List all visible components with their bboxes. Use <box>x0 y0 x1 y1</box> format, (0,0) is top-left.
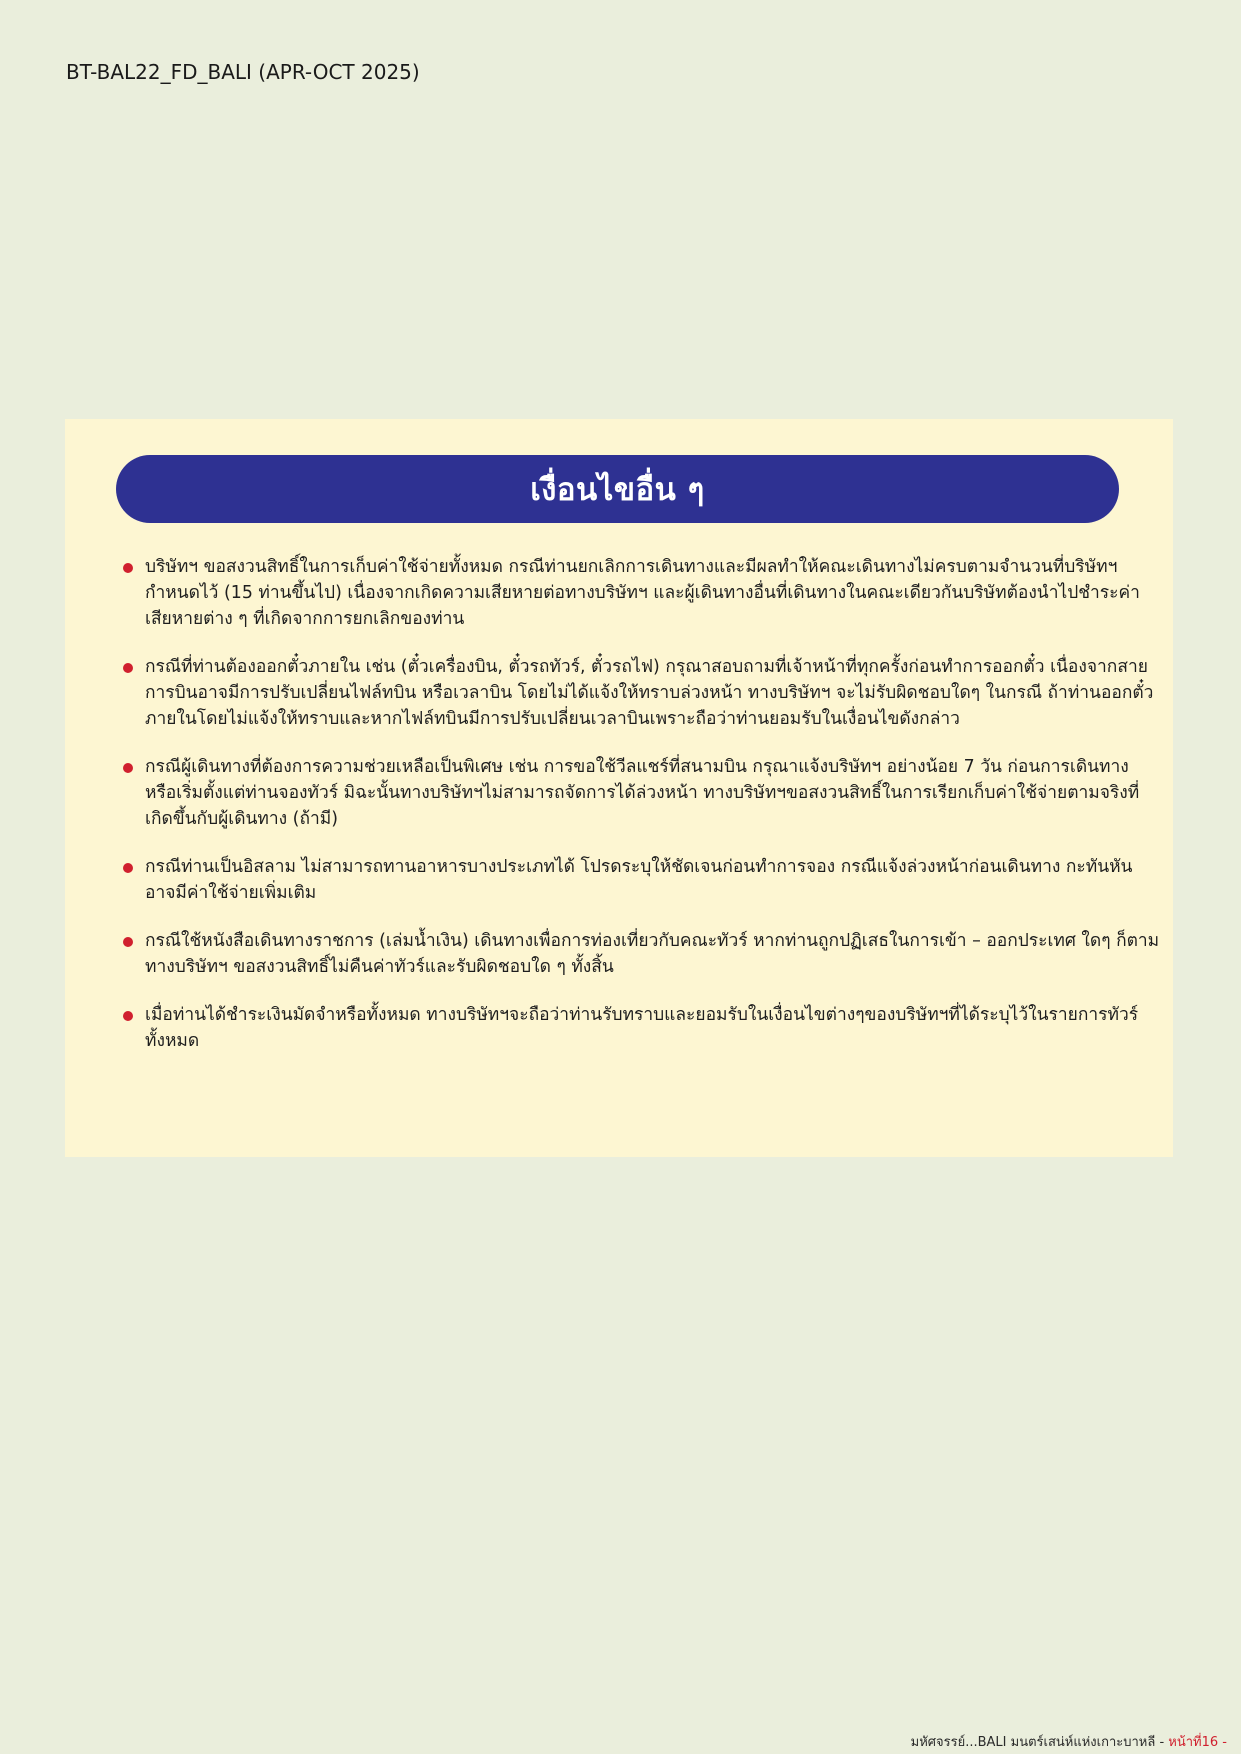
bullet-icon <box>123 937 133 947</box>
bullet-icon <box>123 763 133 773</box>
list-item <box>120 554 1160 632</box>
page-number: หน้าที่16 - <box>1168 1735 1227 1750</box>
footer-text: มหัศจรรย์...BALI มนตร์เสน่ห์แห่งเกาะบาหลี - <box>910 1735 1169 1750</box>
list-item <box>120 754 1160 832</box>
section-title: เงื่อนไขอื่น ๆ <box>530 472 705 508</box>
list-item <box>120 854 1160 906</box>
section-title-banner <box>116 455 1119 523</box>
conditions-list <box>120 554 1160 1076</box>
condition-text: เมื่อท่านได้ชำระเงินมัดจำหรือทั้งหมด ทางบริษัทฯจะถือว่าท่านรับทราบและยอมรับในเงื่อนไขต่างๆของบริษัทฯที่ได้ระบุไว้ในรายการทัวร์ทั้งหมด <box>145 1005 1139 1051</box>
condition-text: กรณีที่ท่านต้องออกตั๋วภายใน เช่น (ตั๋วเครื่องบิน, ตั๋วรถทัวร์, ตั๋วรถไฟ) กรุณาสอบถามที่เจ้าหน้าที่ทุกครั้งก่อนทำการออกตั๋ว เนื่องจากสายการบินอาจมีการปรับเปลี่ยนไฟล์ทบิน หรือเวลาบิน โดยไม่ได้แจ้งให้ทราบล่วงหน้า ทางบริษัทฯ จะไม่รับผิดชอบใดๆ ในกรณี ถ้าท่านออกตั๋วภายในโดยไม่แจ้งให้ทราบและหากไฟล์ทบินมีการปรับเปลี่ยนเวลาบินเพราะถือว่าท่านยอมรับในเงื่อนไขดังกล่าว <box>145 657 1154 729</box>
bullet-icon <box>123 1011 133 1021</box>
condition-text: กรณีผู้เดินทางที่ต้องการความช่วยเหลือเป็นพิเศษ เช่น การขอใช้วีลแชร์ที่สนามบิน กรุณาแจ้งบริษัทฯ อย่างน้อย 7 วัน ก่อนการเดินทาง หรือเริ่มตั้งแต่ท่านจองทัวร์ มิฉะนั้นทางบริษัทฯไม่สามารถจัดการได้ล่วงหน้า ทางบริษัทฯขอสงวนสิทธิ์ในการเรียกเก็บค่าใช้จ่ายตามจริงที่เกิดขึ้นกับผู้เดินทาง (ถ้ามี) <box>145 757 1140 829</box>
condition-text: กรณีใช้หนังสือเดินทางราชการ (เล่มน้ำเงิน) เดินทางเพื่อการท่องเที่ยวกับคณะทัวร์ หากท่านถูกปฏิเสธในการเข้า – ออกประเทศ ใดๆ ก็ตาม ทางบริษัทฯ ขอสงวนสิทธิ์ไม่คืนค่าทัวร์และรับผิดชอบใด ๆ ทั้งสิ้น <box>145 931 1160 977</box>
page-footer <box>911 1731 1227 1752</box>
list-item <box>120 654 1160 732</box>
list-item <box>120 928 1160 980</box>
list-item <box>120 1002 1160 1054</box>
condition-text: กรณีท่านเป็นอิสลาม ไม่สามารถทานอาหารบางประเภทได้ โปรดระบุให้ชัดเจนก่อนทำการจอง กรณีแจ้งล่วงหน้าก่อนเดินทาง กะทันหัน อาจมีค่าใช้จ่ายเพิ่มเติม <box>145 857 1133 903</box>
bullet-icon <box>123 663 133 673</box>
other-conditions-panel <box>65 419 1173 1157</box>
document-code: BT-BAL22_FD_BALI (APR-OCT 2025) <box>66 60 420 84</box>
condition-text: บริษัทฯ ขอสงวนสิทธิ์ในการเก็บค่าใช้จ่ายทั้งหมด กรณีท่านยกเลิกการเดินทางและมีผลทำให้คณะเดินทางไม่ครบตามจำนวนที่บริษัทฯ กำหนดไว้ (15 ท่านขึ้นไป) เนื่องจากเกิดความเสียหายต่อทางบริษัทฯ และผู้เดินทางอื่นที่เดินทางในคณะเดียวกันบริษัทต้องนำไปชำระค่าเสียหายต่าง ๆ ที่เกิดจากการยกเลิกของท่าน <box>145 557 1140 629</box>
bullet-icon <box>123 563 133 573</box>
bullet-icon <box>123 863 133 873</box>
